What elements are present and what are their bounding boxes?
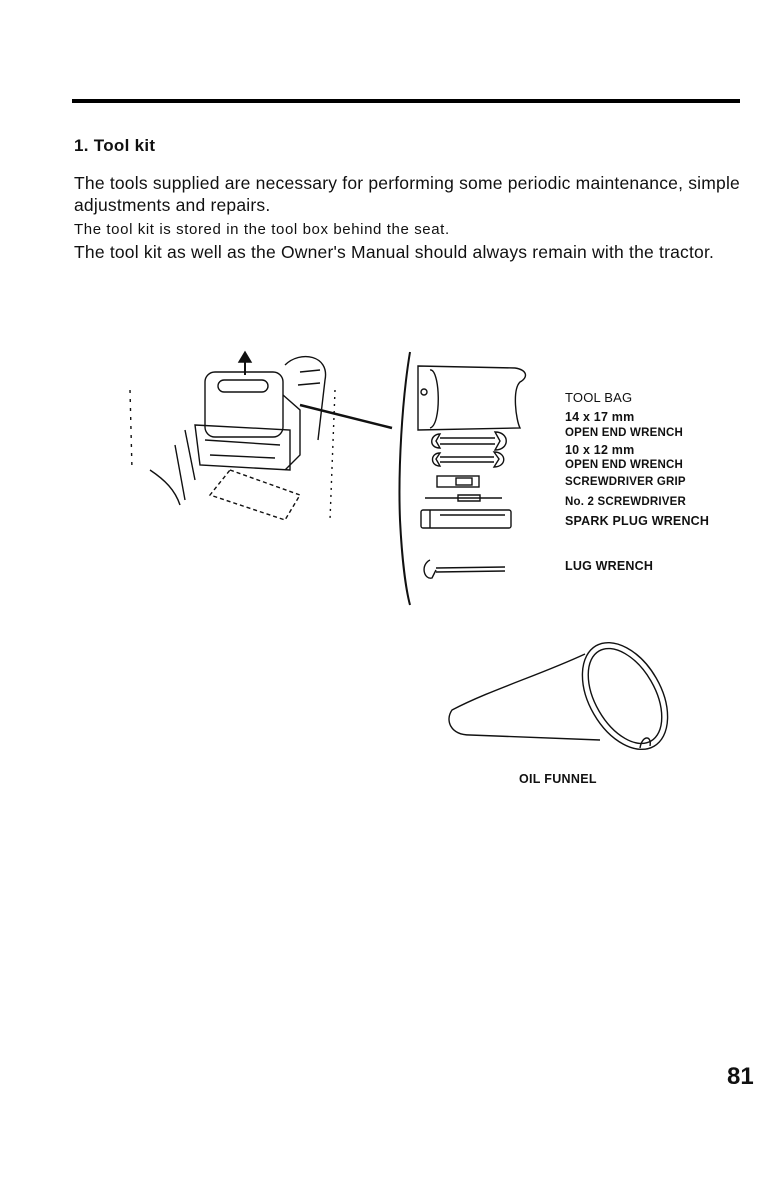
wrench-14-17-name-label: OPEN END WRENCH: [565, 427, 684, 439]
oil-funnel-icon: [449, 628, 685, 764]
lug-wrench-label: LUG WRENCH: [565, 559, 654, 573]
open-end-wrench-10-12-icon: [433, 452, 504, 467]
screwdriver-icon: [425, 495, 502, 501]
tractor-seat-illustration: [130, 352, 392, 520]
oil-funnel-label: OIL FUNNEL: [519, 772, 597, 786]
spark-plug-wrench-label: SPARK PLUG WRENCH: [565, 514, 710, 528]
page-number: 81: [727, 1063, 754, 1090]
screwdriver-label: No. 2 SCREWDRIVER: [565, 496, 686, 508]
screwdriver-grip-label: SCREWDRIVER GRIP: [565, 476, 686, 488]
screwdriver-grip-icon: [437, 476, 479, 487]
wrench-14-17-size-label: 14 x 17 mm: [565, 410, 635, 424]
callout-bracket: [399, 352, 410, 605]
open-end-wrench-14-17-icon: [432, 432, 507, 450]
tool-bag-icon: [418, 366, 525, 430]
intro-paragraph: The tools supplied are necessary for performing some periodic maintenance, simple adjustments and repairs.: [74, 173, 740, 215]
storage-paragraph: The tool kit is stored in the tool box behind the seat.: [74, 221, 450, 238]
lug-wrench-icon: [424, 560, 505, 578]
wrench-10-12-size-label: 10 x 12 mm: [565, 443, 635, 457]
section-heading: 1. Tool kit: [74, 136, 156, 155]
keep-with-tractor-paragraph: The tool kit as well as the Owner's Manual should always remain with the tractor.: [74, 242, 715, 262]
spark-plug-wrench-icon: [421, 510, 511, 528]
wrench-10-12-name-label: OPEN END WRENCH: [565, 459, 684, 471]
tool-bag-label: TOOL BAG: [565, 390, 633, 405]
